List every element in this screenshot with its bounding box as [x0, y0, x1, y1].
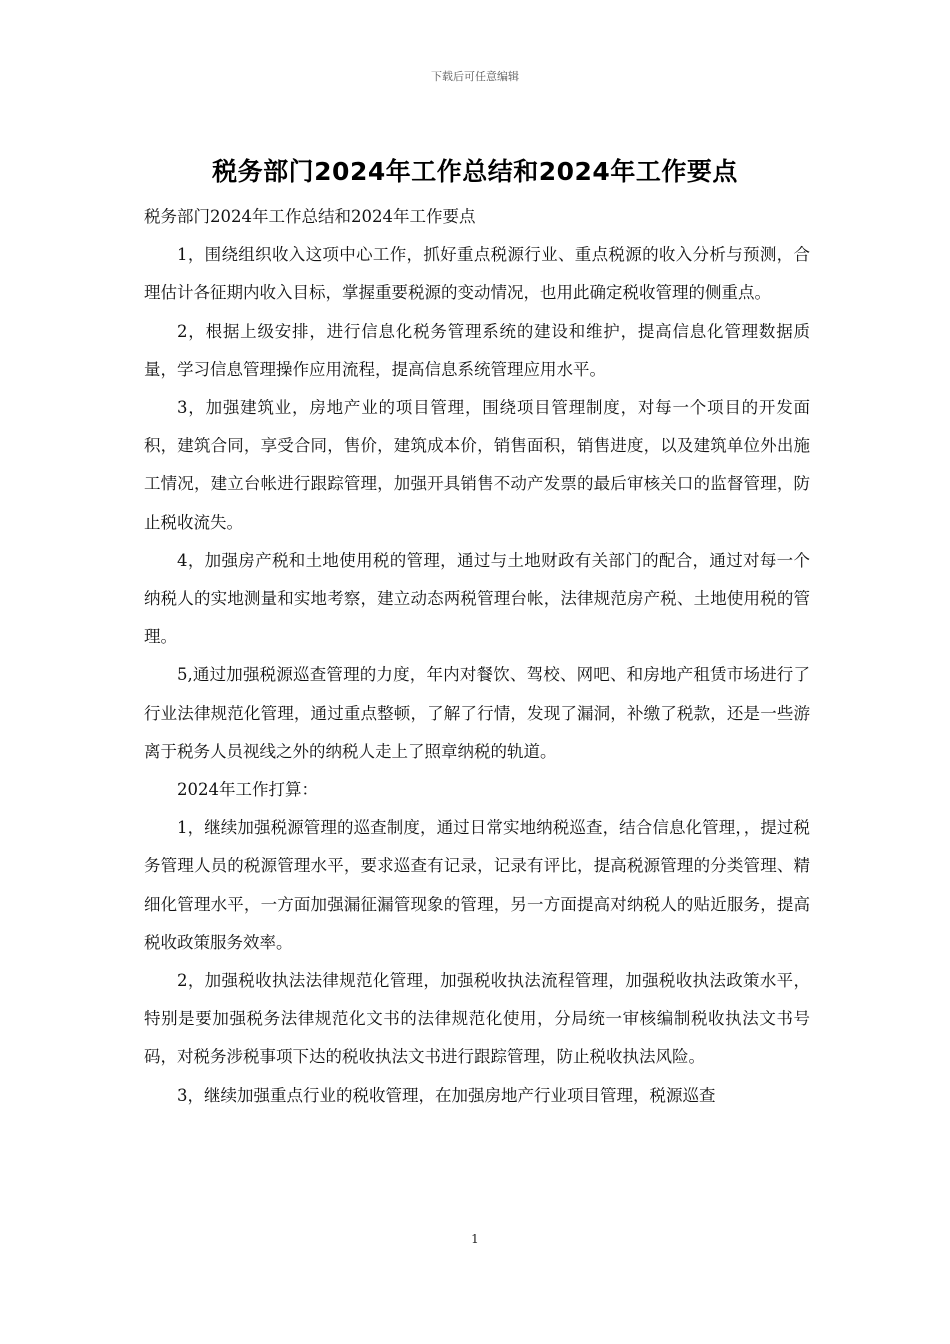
paragraph: 5,通过加强税源巡查管理的力度，年内对餐饮、驾校、网吧、和房地产租赁市场进行了行业法律规范化管理，通过重点整顿，了解了行情，发现了漏洞，补缴了税款，还是一些游离于税务人员视线之外的纳税人走上了照章纳税的轨道。: [144, 665, 810, 761]
paragraph: 3，加强建筑业，房地产业的项目管理，围绕项目管理制度，对每一个项目的开发面积，建筑合同，享受合同，售价，建筑成本价，销售面积，销售进度，以及建筑单位外出施工情况，建立台帐进行跟踪管理，加强开具销售不动产发票的最后审核关口的监督管理，防止税收流失。: [144, 398, 810, 532]
paragraph: 2，加强税收执法法律规范化管理，加强税收执法流程管理，加强税收执法政策水平，特别是要加强税务法律规范化文书的法律规范化使用，分局统一审核编制税收执法文书号码，对税务涉税事项下达的税收执法文书进行跟踪管理，防止税收执法风险。: [144, 971, 810, 1067]
subtitle-paragraph: 税务部门2024年工作总结和2024年工作要点: [144, 207, 476, 226]
document-body: [144, 198, 810, 1115]
paragraph: 2，根据上级安排，进行信息化税务管理系统的建设和维护，提高信息化管理数据质量，学习信息管理操作应用流程，提高信息系统管理应用水平。: [144, 321, 810, 379]
section-heading: 2024年工作打算：: [177, 780, 318, 800]
header-note: 下载后可任意编辑: [431, 70, 519, 83]
paragraph: 1，围绕组织收入这项中心工作，抓好重点税源行业、重点税源的收入分析与预测，合理估计各征期内收入目标，掌握重要税源的变动情况，也用此确定税收管理的侧重点。: [144, 245, 810, 303]
paragraph: 3，继续加强重点行业的税收管理，在加强房地产行业项目管理，税源巡查: [177, 1085, 716, 1105]
paragraph: 1，继续加强税源管理的巡查制度，通过日常实地纳税巡查，结合信息化管理，，提过税务管理人员的税源管理水平，要求巡查有记录，记录有评比，提高税源管理的分类管理、精细化管理水平，一方面加强漏征漏管现象的管理，另一方面提高对纳税人的贴近服务，提高税收政策服务效率。: [144, 818, 810, 952]
paragraph: 4，加强房产税和土地使用税的管理，通过与土地财政有关部门的配合，通过对每一个纳税人的实地测量和实地考察，建立动态两税管理台帐，法律规范房产税、土地使用税的管理。: [144, 550, 810, 647]
page-number: 1: [471, 1232, 479, 1246]
document-title: 税务部门2024年工作总结和2024年工作要点: [212, 157, 738, 186]
